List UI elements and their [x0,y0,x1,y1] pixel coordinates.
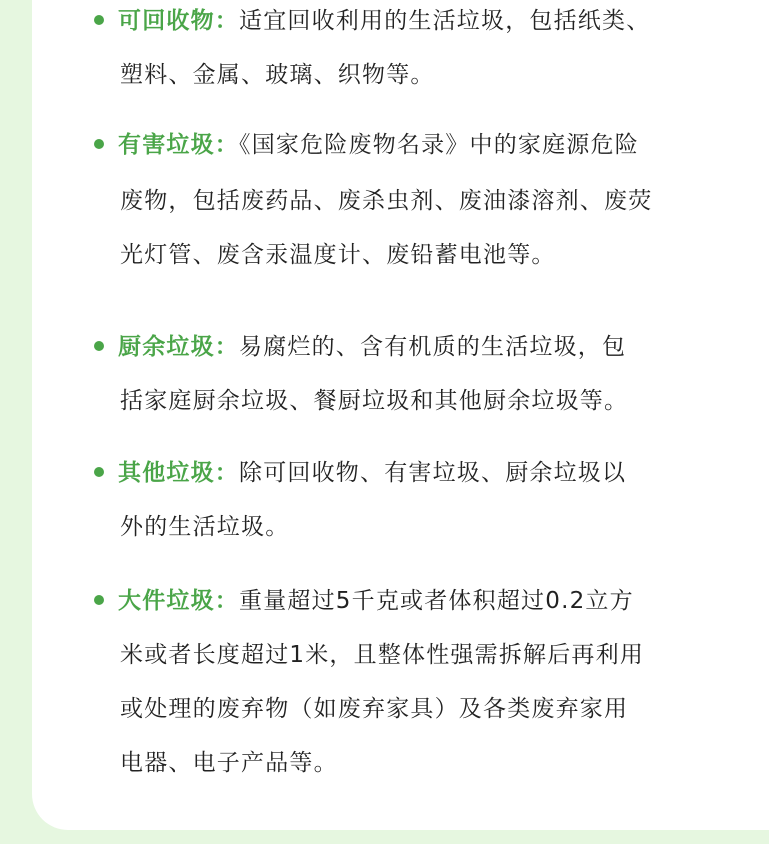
category-description-line: 米或者长度超过1米，且整体性强需拆解后再利用 [120,642,645,668]
category-description: 适宜回收利用的生活垃圾，包括纸类、 [239,8,651,34]
category-description-line: 或处理的废弃物（如废弃家具）及各类废弃家用 [120,696,629,722]
category-description-line: 光灯管、废含汞温度计、废铅蓄电池等。 [120,242,556,268]
category-description-line: 塑料、金属、玻璃、织物等。 [120,62,435,88]
category-description: 易腐烂的、含有机质的生活垃圾，包 [239,334,627,360]
category-first-line [94,6,650,36]
category-description: 重量超过5千克或者体积超过0.2立方 [239,588,634,614]
category-first-line [94,458,626,488]
bullet-dot-icon [94,341,104,351]
category-label: 大件垃圾： [118,588,239,614]
bullet-dot-icon [94,595,104,605]
category-description: 除可回收物、有害垃圾、厨余垃圾以 [239,460,627,486]
category-first-line [94,130,639,160]
category-description-line: 电器、电子产品等。 [120,750,338,776]
category-description-line: 废物，包括废药品、废杀虫剂、废油漆溶剂、废荧 [120,188,653,214]
category-description-line: 括家庭厨余垃圾、餐厨垃圾和其他厨余垃圾等。 [120,388,629,414]
bullet-dot-icon [94,467,104,477]
category-first-line [94,586,634,616]
category-first-line [94,332,626,362]
category-description: 《国家危险废物名录》中的家庭源危险 [239,132,639,158]
category-label: 有害垃圾： [118,132,239,158]
category-description-line: 外的生活垃圾。 [120,514,290,540]
category-label: 厨余垃圾： [118,334,239,360]
bullet-dot-icon [94,15,104,25]
category-label: 其他垃圾： [118,460,239,486]
category-label: 可回收物： [118,8,239,34]
bullet-dot-icon [94,139,104,149]
